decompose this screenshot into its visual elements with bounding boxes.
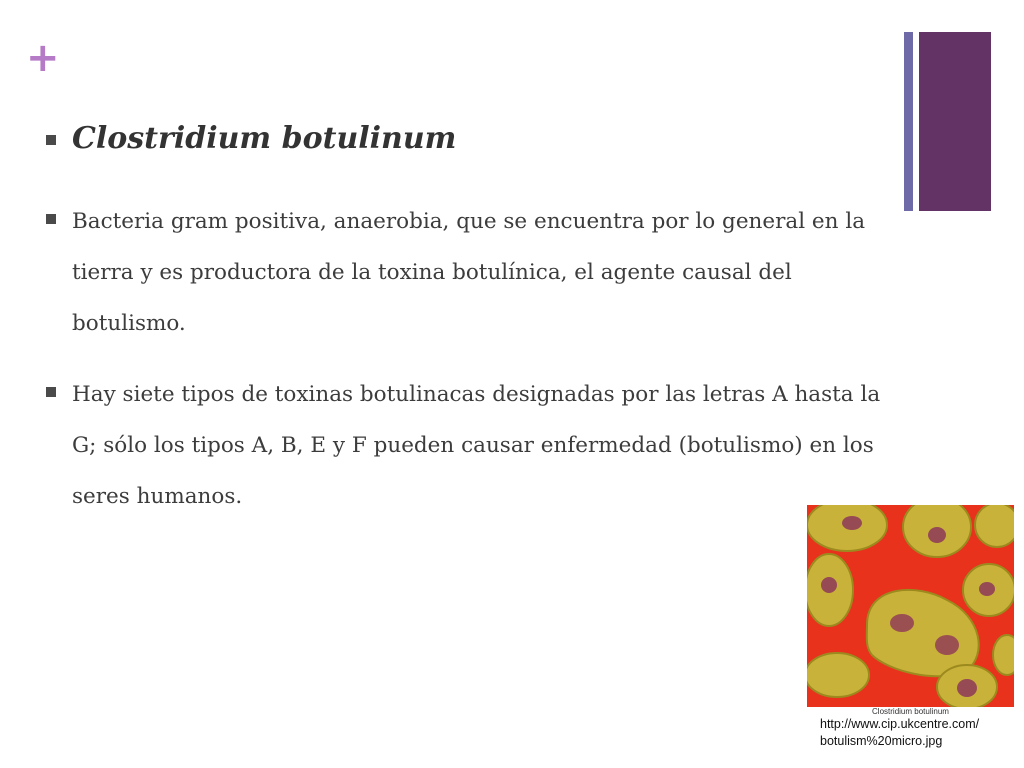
bullet-list (46, 118, 886, 542)
source-url-line-1[interactable]: http://www.cip.ukcentre.com/ (820, 717, 980, 731)
bacteria-micrograph-image (807, 505, 1014, 707)
bullet-text-1: Bacteria gram positiva, anaerobia, que se encuentra por lo general en la tierra y es productora de la toxina botulínica, el agente causal del botulismo. (72, 209, 866, 336)
square-bullet-icon (46, 135, 56, 145)
source-url-line-2[interactable]: botulism%20micro.jpg (820, 734, 943, 748)
plus-icon: + (26, 35, 60, 81)
decorative-thin-bar (904, 32, 913, 211)
bullet-item-1 (46, 196, 886, 349)
image-source-link[interactable] (820, 716, 1020, 750)
decorative-thick-bar (919, 32, 991, 211)
image-caption: Clostridium botulinum (872, 707, 949, 716)
title-bullet (46, 118, 886, 160)
square-bullet-icon (46, 214, 56, 224)
slide-title: Clostridium botulinum (72, 121, 457, 156)
square-bullet-icon (46, 387, 56, 397)
bullet-text-2: Hay siete tipos de toxinas botulinacas designadas por las letras A hasta la G; sólo los tipos A, B, E y F pueden causar enfermedad (botulismo) en los seres humanos. (72, 382, 881, 509)
bullet-item-2 (46, 369, 886, 522)
